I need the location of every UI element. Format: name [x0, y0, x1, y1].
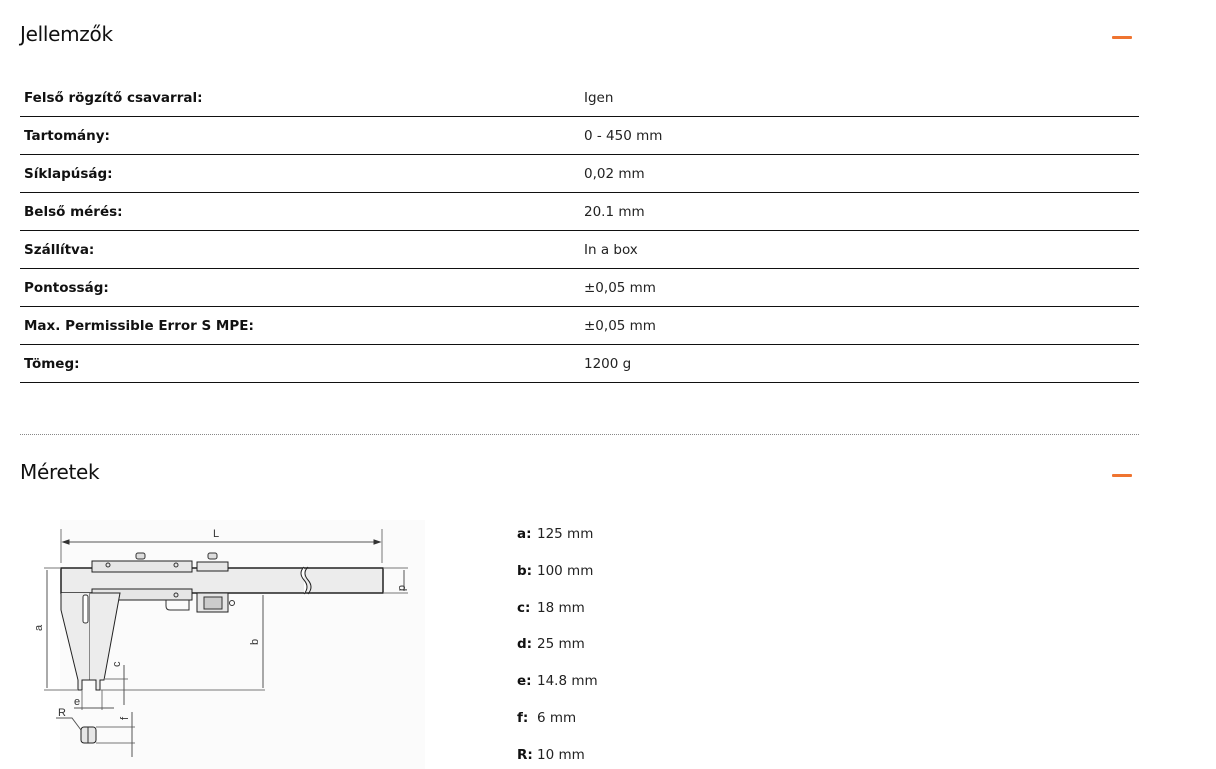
list-item: [517, 636, 598, 673]
spec-label: Szállítva:: [24, 242, 95, 258]
dimension-key: c:: [517, 599, 531, 616]
svg-text:e: e: [74, 696, 81, 708]
spec-value: 0,02 mm: [584, 166, 645, 182]
list-item: [517, 563, 598, 600]
dimension-key: a:: [517, 526, 532, 542]
dimension-value: 10 mm: [537, 746, 585, 763]
spec-label: Max. Permissible Error S MPE:: [24, 318, 254, 334]
svg-text:f: f: [119, 716, 131, 720]
dimensions-list: [517, 526, 598, 769]
table-row: [20, 192, 1139, 230]
spec-value: 20.1 mm: [584, 204, 645, 220]
dimension-key: R:: [517, 746, 533, 763]
spec-label: Pontosság:: [24, 280, 109, 296]
dimensions-collapse-button[interactable]: [1111, 472, 1133, 480]
table-row: [20, 344, 1139, 382]
features-title: Jellemzők: [20, 22, 113, 46]
spec-label: Tömeg:: [24, 356, 80, 372]
spec-value: 0 - 450 mm: [584, 128, 663, 144]
dimension-value: 6 mm: [537, 709, 577, 726]
diagram-label-L: L: [213, 528, 220, 540]
dimensions-section-header[interactable]: [20, 460, 1139, 490]
dimension-value: 18 mm: [537, 599, 585, 616]
svg-text:c: c: [111, 661, 123, 667]
dimension-value: 25 mm: [537, 636, 585, 653]
dimension-value: 100 mm: [537, 562, 594, 579]
list-item: [517, 747, 598, 769]
features-table: [20, 78, 1139, 383]
spec-value: Igen: [584, 89, 614, 106]
dimension-key: f:: [517, 709, 529, 726]
section-divider: [20, 434, 1139, 435]
spec-label: Síklapúság:: [24, 166, 113, 182]
svg-text:b: b: [249, 638, 261, 645]
table-row: [20, 154, 1139, 192]
table-row: [20, 78, 1139, 116]
list-item: [517, 673, 598, 710]
list-item: [517, 600, 598, 637]
caliper-dimension-diagram: [20, 515, 430, 769]
table-row: [20, 306, 1139, 344]
dimension-key: b:: [517, 562, 533, 579]
minus-icon: [1112, 474, 1132, 477]
spec-label: Tartomány:: [24, 128, 110, 144]
spec-value: 1200 g: [584, 356, 632, 372]
list-item: [517, 526, 598, 563]
spec-label: Felső rögzítő csavarral:: [24, 89, 203, 106]
features-collapse-button[interactable]: [1111, 34, 1133, 42]
table-row: [20, 230, 1139, 268]
svg-text:a: a: [33, 624, 45, 631]
list-item: [517, 710, 598, 747]
minus-icon: [1112, 36, 1132, 39]
spec-value: ±0,05 mm: [584, 280, 656, 296]
dimensions-title: Méretek: [20, 460, 100, 484]
features-section-header[interactable]: [20, 22, 1139, 52]
dimension-key: e:: [517, 673, 532, 690]
spec-label: Belső mérés:: [24, 204, 123, 220]
svg-text:R: R: [58, 707, 66, 719]
dimension-value: 125 mm: [537, 526, 594, 542]
dimension-value: 14.8 mm: [537, 673, 598, 690]
svg-text:d: d: [396, 585, 408, 592]
table-row: [20, 268, 1139, 306]
table-row: [20, 116, 1139, 154]
spec-value: In a box: [584, 242, 638, 258]
spec-value: ±0,05 mm: [584, 318, 656, 334]
dimension-key: d:: [517, 636, 533, 653]
